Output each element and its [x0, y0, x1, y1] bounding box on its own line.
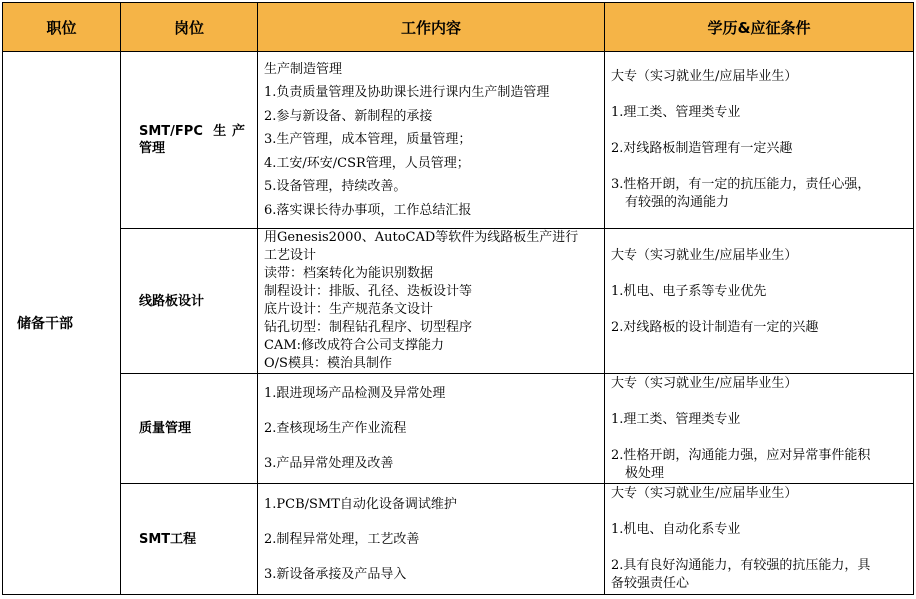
duties-cell — [258, 374, 605, 484]
header-requirements: 学历&应征条件 — [605, 3, 914, 52]
duty-line: 生产制造管理 — [264, 62, 343, 78]
education-line: 大专（实习就业生/应届毕业生） — [611, 248, 798, 263]
duty-line: 2.参与新设备、新制程的承接 — [264, 108, 433, 124]
header-row — [3, 3, 914, 52]
duty-line: 工艺设计 — [264, 248, 317, 263]
table-row — [3, 229, 914, 374]
duty-line: 3.新设备承接及产品导入 — [264, 566, 407, 582]
requirements-cell — [605, 229, 914, 374]
header-position: 职位 — [3, 3, 121, 52]
role-cell: SMT/FPC 生产管理 — [121, 52, 258, 229]
requirement-line: 备较强责任心 — [611, 576, 690, 591]
duty-line: CAM:修改成符合公司支撑能力 — [264, 338, 445, 353]
duty-line: O/S模具：模治具制作 — [264, 356, 392, 371]
requirements-cell — [605, 374, 914, 484]
duty-line: 2.制程异常处理，工艺改善 — [264, 531, 420, 547]
table-row — [3, 484, 914, 595]
requirement-line: 3.性格开朗，有一定的抗压能力，责任心强， — [611, 177, 871, 192]
duty-line: 1.PCB/SMT自动化设备调试维护 — [264, 496, 457, 512]
duty-line: 4.工安/环安/CSR管理，人员管理； — [264, 155, 470, 171]
duty-line: 1.负责质量管理及协助课长进行课内生产制造管理 — [264, 85, 550, 101]
duty-line: 制程设计：排版、孔径、迭板设计等 — [264, 284, 473, 299]
position-group-cell: 储备干部 — [3, 52, 121, 595]
requirement-line: 2.具有良好沟通能力，有较强的抗压能力，具 — [611, 558, 871, 573]
requirement-line: 1.机电、自动化系专业 — [611, 522, 741, 537]
duties-cell — [258, 229, 605, 374]
duty-line: 3.产品异常处理及改善 — [264, 456, 394, 471]
role-cell: SMT工程 — [121, 484, 258, 595]
role-cell: 质量管理 — [121, 374, 258, 484]
requirement-line: 有较强的沟通能力 — [625, 195, 730, 210]
requirements-cell — [605, 484, 914, 595]
table-row — [3, 374, 914, 484]
job-table — [2, 2, 914, 595]
header-role: 岗位 — [121, 3, 258, 52]
duty-line: 钻孔切型：制程钻孔程序、切型程序 — [264, 320, 473, 335]
requirement-line: 1.理工类、管理类专业 — [611, 105, 741, 120]
duties-cell — [258, 52, 605, 229]
duty-line: 2.查核现场生产作业流程 — [264, 421, 407, 436]
education-line: 大专（实习就业生/应届毕业生） — [611, 69, 798, 84]
table-row — [3, 52, 914, 229]
duty-line: 用Genesis2000、AutoCAD等软件为线路板生产进行 — [264, 230, 579, 245]
duty-line: 5.设备管理，持续改善。 — [264, 179, 407, 195]
requirements-cell — [605, 52, 914, 229]
requirement-line: 2.对线路板制造管理有一定兴趣 — [611, 141, 793, 156]
duty-line: 6.落实课长待办事项，工作总结汇报 — [264, 202, 472, 218]
requirement-line: 2.性格开朗，沟通能力强，应对异常事件能积 — [611, 447, 871, 463]
header-duties: 工作内容 — [258, 3, 605, 52]
education-line: 大专（实习就业生/应届毕业生） — [611, 486, 798, 501]
requirement-line: 极处理 — [625, 465, 665, 481]
requirement-line: 1.机电、电子系等专业优先 — [611, 284, 767, 299]
requirement-line: 1.理工类、管理类专业 — [611, 411, 741, 427]
education-line: 大专（实习就业生/应届毕业生） — [611, 375, 798, 391]
duty-line: 读带：档案转化为能识别数据 — [264, 266, 434, 281]
role-cell: 线路板设计 — [121, 229, 258, 374]
duty-line: 底片设计：生产规范条文设计 — [264, 302, 434, 317]
requirement-line: 2.对线路板的设计制造有一定的兴趣 — [611, 320, 819, 335]
duty-line: 1.跟进现场产品检测及异常处理 — [264, 386, 446, 401]
duty-line: 3.生产管理，成本管理，质量管理； — [264, 132, 472, 148]
duties-cell — [258, 484, 605, 595]
